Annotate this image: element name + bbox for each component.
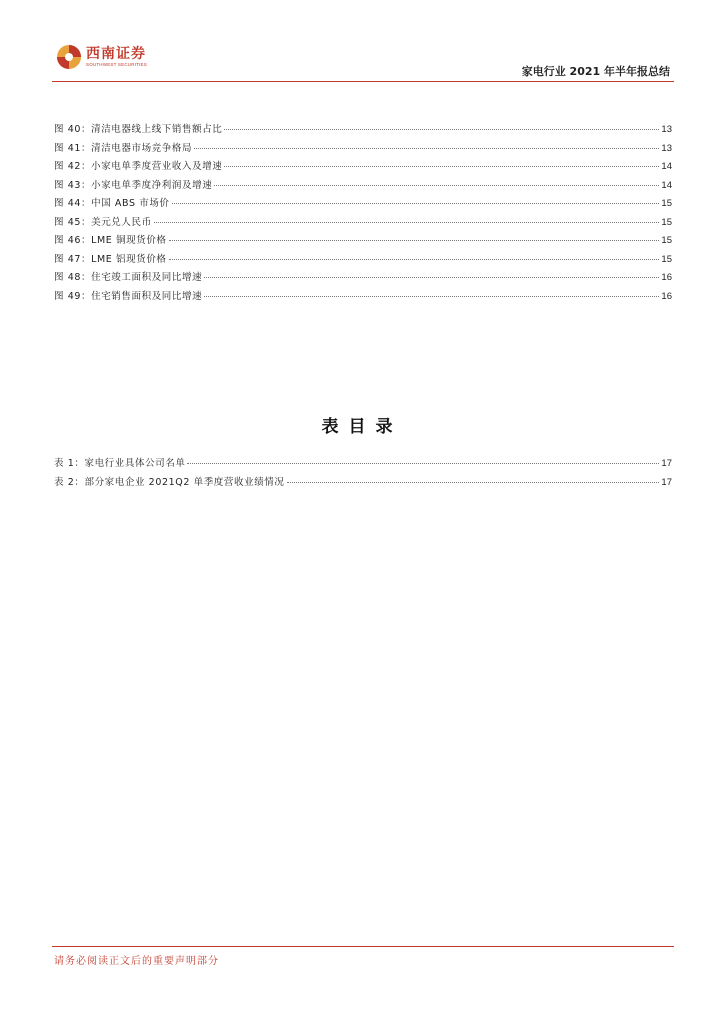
table-list-heading: 表目录 — [321, 417, 403, 437]
toc-entry[interactable] — [54, 121, 672, 140]
toc-entry-page: 13 — [661, 124, 672, 135]
toc-entry-label: 图 48：住宅竣工面积及同比增速 — [54, 272, 203, 283]
toc-entry-label: 图 49：住宅销售面积及同比增速 — [54, 290, 203, 302]
header-divider — [52, 81, 674, 82]
toc-entry[interactable] — [54, 195, 672, 214]
dot-leader — [224, 166, 659, 167]
dot-leader — [172, 203, 660, 204]
toc-entry[interactable] — [54, 177, 672, 196]
toc-entry-page: 17 — [661, 458, 672, 469]
toc-entry-page: 16 — [661, 290, 672, 302]
toc-entry-page: 15 — [661, 198, 672, 209]
dot-leader — [204, 296, 659, 297]
toc-entry[interactable] — [54, 474, 672, 493]
dot-leader — [287, 482, 660, 483]
dot-leader — [194, 148, 659, 149]
page-header — [0, 0, 724, 90]
toc-entry[interactable] — [54, 288, 672, 307]
dot-leader — [224, 129, 659, 130]
toc-entry-label: 表 2：部分家电企业 2021Q2 单季度营收业绩情况 — [54, 476, 285, 488]
figure-list — [54, 121, 672, 306]
toc-entry[interactable] — [54, 158, 672, 177]
disclaimer-notice: 请务必阅读正文后的重要声明部分 — [54, 956, 219, 967]
toc-entry-label: 图 45：美元兑人民币 — [54, 216, 152, 228]
toc-entry-label: 表 1：家电行业具体公司名单 — [54, 458, 186, 469]
dot-leader — [204, 277, 659, 278]
company-logo — [56, 44, 147, 70]
toc-entry[interactable] — [54, 251, 672, 270]
toc-entry-page: 14 — [661, 179, 672, 191]
toc-entry-label: 图 40：清洁电器线上线下销售额占比 — [54, 124, 223, 135]
toc-entry-page: 15 — [661, 253, 672, 265]
table-list — [54, 455, 672, 492]
toc-entry[interactable] — [54, 269, 672, 288]
logo-chinese-name: 西南证券 — [86, 46, 146, 62]
dot-leader — [187, 463, 659, 464]
toc-entry[interactable] — [54, 140, 672, 159]
footer-divider — [52, 946, 674, 947]
toc-entry-label: 图 46：LME 铜现货价格 — [54, 235, 167, 246]
toc-entry[interactable] — [54, 455, 672, 474]
toc-entry-page: 14 — [661, 161, 672, 172]
toc-entry-label: 图 44：中国 ABS 市场价 — [54, 198, 170, 209]
toc-entry-label: 图 43：小家电单季度净利润及增速 — [54, 179, 213, 191]
dot-leader — [169, 259, 660, 260]
logo-icon — [56, 44, 82, 70]
toc-entry-page: 16 — [661, 272, 672, 283]
report-title: 家电行业 2021 年半年报总结 — [521, 65, 670, 78]
toc-entry-page: 15 — [661, 235, 672, 246]
toc-entry[interactable] — [54, 214, 672, 233]
dot-leader — [154, 222, 660, 223]
toc-entry-label: 图 42：小家电单季度营业收入及增速 — [54, 161, 223, 172]
toc-entry-page: 17 — [661, 476, 672, 488]
logo-english-name: SOUTHWEST SECURITIES — [86, 62, 147, 67]
toc-entry-page: 15 — [661, 216, 672, 228]
toc-entry-label: 图 47：LME 铝现货价格 — [54, 253, 167, 265]
dot-leader — [169, 240, 660, 241]
toc-entry-label: 图 41：清洁电器市场竞争格局 — [54, 142, 193, 154]
dot-leader — [214, 185, 659, 186]
toc-entry[interactable] — [54, 232, 672, 251]
toc-entry-page: 13 — [661, 142, 672, 154]
